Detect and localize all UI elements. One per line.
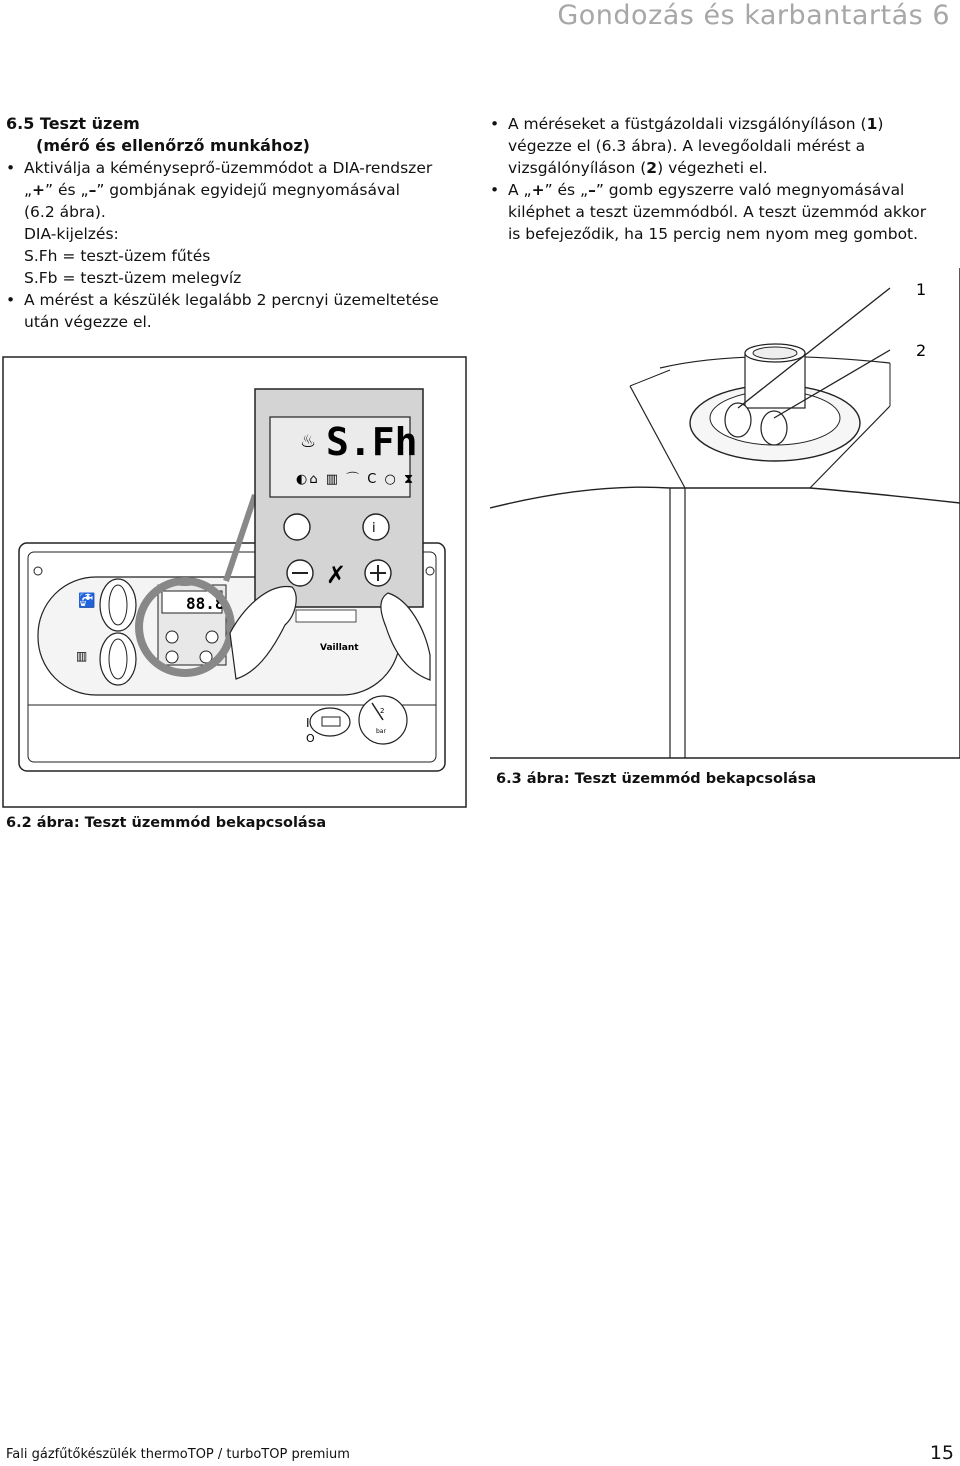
- text-line: DIA-kijelzés:: [24, 225, 119, 243]
- left-column: [6, 113, 466, 333]
- text-line: • Aktiválja a kéményseprő-üzemmódot a DIA-rendszer: [24, 159, 433, 177]
- svg-text:i: i: [372, 521, 376, 536]
- switch-on-label: I: [306, 716, 310, 730]
- text-line: vizsgálónyíláson (2) végezheti el.: [508, 159, 768, 177]
- svg-text:♨: ♨: [300, 431, 317, 452]
- footer-product: Fali gázfűtőkészülék thermoTOP / turboTOP premium: [6, 1447, 350, 1462]
- bullet-measurement-openings: [490, 113, 950, 179]
- figure-6-2-caption: 6.2 ábra: Teszt üzemmód bekapcsolása: [6, 815, 327, 831]
- text-line: S.Fh = teszt-üzem fűtés: [24, 247, 211, 265]
- text-line: (6.2 ábra).: [24, 203, 106, 221]
- text-line: végezze el (6.3 ábra). A levegőoldali mérést a: [508, 137, 866, 155]
- bullet-activate: [6, 157, 466, 289]
- svg-text:🚰: 🚰: [78, 593, 96, 609]
- figure-6-3-flue-openings: [490, 268, 960, 768]
- text-line: • A méréseket a füstgázoldali vizsgálónyíláson (1): [508, 115, 884, 133]
- figure-6-2-boiler-panel: [0, 355, 470, 810]
- text-line: is befejeződik, ha 15 percig nem nyom meg gombot.: [508, 225, 919, 243]
- label-1: 1: [916, 280, 927, 299]
- page-header-title: Gondozás és karbantartás 6: [557, 0, 950, 31]
- svg-text:◐⌂ ▥ ⌒ C ○ ⧗: ◐⌂ ▥ ⌒ C ○ ⧗: [296, 472, 416, 487]
- switch-off-label: O: [306, 732, 315, 745]
- small-display-text: 88.8: [186, 594, 225, 613]
- label-2: 2: [916, 341, 927, 360]
- bullet-exit-test-mode: [490, 179, 950, 245]
- brand-label: Vaillant: [320, 643, 359, 653]
- text-line: kiléphet a teszt üzemmódból. A teszt üzemmód akkor: [508, 203, 927, 221]
- large-display-text: S.Fh: [326, 420, 418, 464]
- gauge-mark: 2: [380, 707, 385, 715]
- gauge-unit: bar: [376, 728, 386, 735]
- text-line: után végezze el.: [24, 313, 152, 331]
- footer-page-number: 15: [929, 1442, 954, 1464]
- svg-text:✗: ✗: [326, 561, 347, 589]
- figure-6-3-caption: 6.3 ábra: Teszt üzemmód bekapcsolása: [496, 771, 817, 787]
- text-line: • A „+” és „–” gomb egyszerre való megnyomásával: [508, 181, 905, 199]
- text-line: • A mérést a készülék legalább 2 percnyi üzemeltetése: [24, 291, 439, 309]
- text-line: „+” és „–” gombjának egyidejű megnyomásával: [24, 181, 400, 199]
- section-heading: 6.5 Teszt üzem: [6, 114, 140, 133]
- text-line: S.Fb = teszt-üzem melegvíz: [24, 269, 242, 287]
- svg-text:▥: ▥: [76, 649, 88, 663]
- right-column: [490, 113, 950, 245]
- section-subheading: (mérő és ellenőrző munkához): [36, 136, 310, 155]
- bullet-measure: [6, 289, 466, 333]
